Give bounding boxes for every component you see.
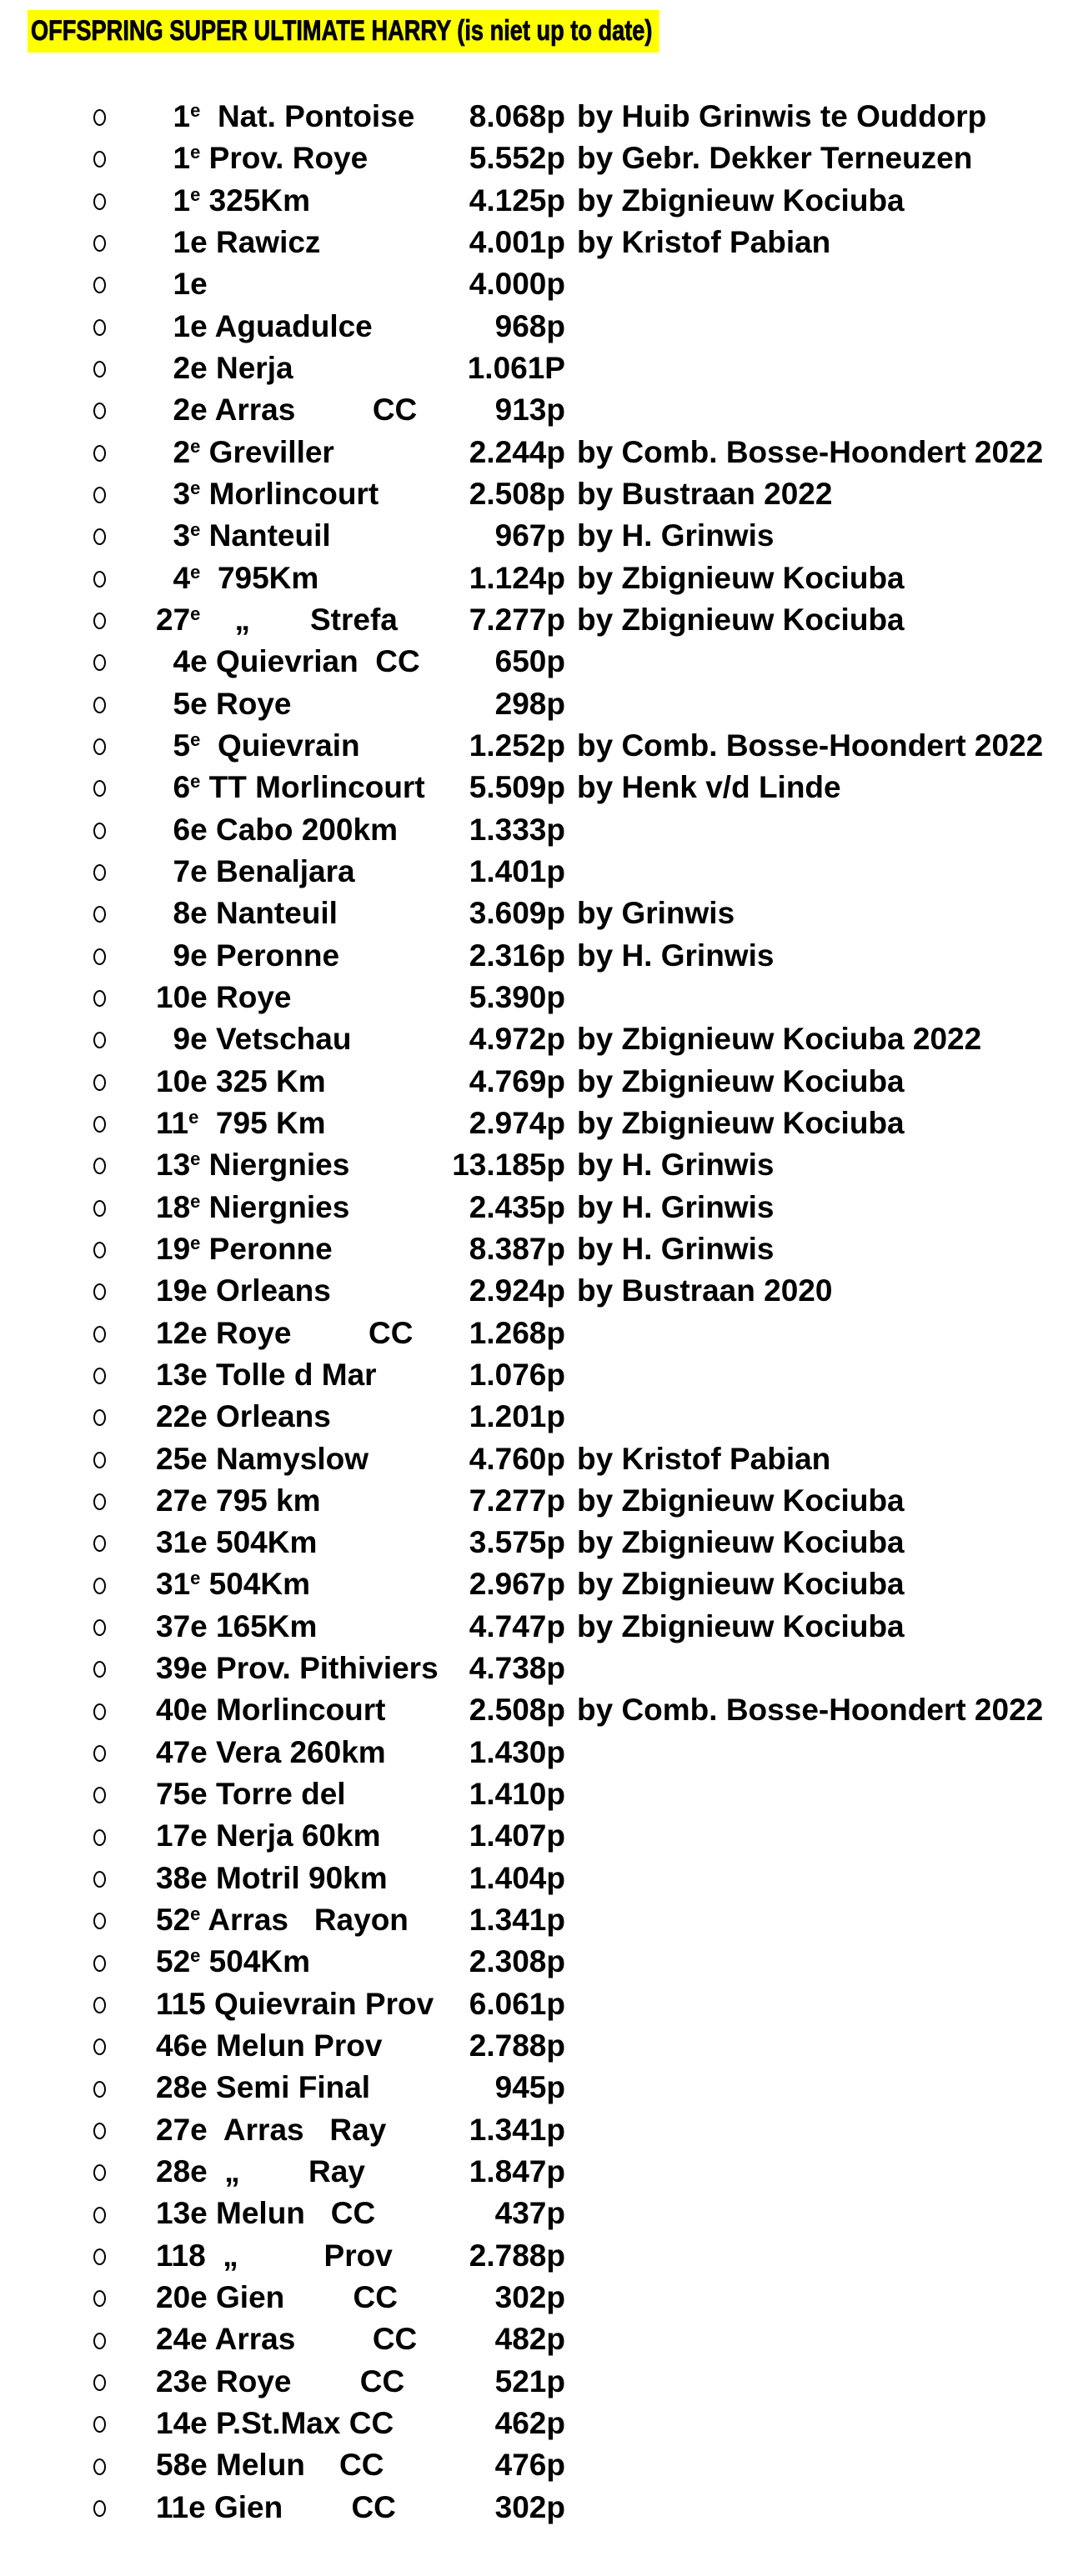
bullet-icon: [93, 1452, 106, 1468]
list-item: [0, 1648, 1078, 1689]
list-item: [0, 1732, 1078, 1773]
entry-points: 945p: [494, 2070, 565, 2105]
entry-label: 1e Prov. Roye: [156, 141, 369, 176]
entry-points: 2.244p: [469, 434, 565, 469]
entry-label: 27e Arras Ray: [156, 2112, 387, 2147]
entry-attribution: by Zbignieuw Kociuba: [577, 1608, 905, 1643]
list-item: [0, 683, 1078, 725]
bullet-icon: [93, 1409, 106, 1426]
list-item: [0, 222, 1078, 263]
bullet-icon: [93, 613, 106, 629]
entry-points: 1.407p: [469, 1818, 565, 1853]
entry-label: 38e Motril 90km: [156, 1860, 388, 1895]
entry-label: 28e Semi Final: [156, 2070, 371, 2105]
entry-label: 7e Benaljara: [156, 853, 355, 888]
bullet-icon: [93, 1200, 106, 1217]
entry-points: 4.001p: [469, 224, 565, 259]
list-item: [0, 389, 1078, 431]
entry-label: 1e Aguadulce: [156, 308, 373, 343]
entry-label: 75e Torre del: [156, 1777, 346, 1812]
list-item: [0, 2318, 1078, 2360]
list-item: [0, 2067, 1078, 2108]
entry-points: 4.747p: [469, 1608, 565, 1643]
entry-points: 298p: [494, 686, 565, 721]
list-item: [0, 348, 1078, 389]
bullet-icon: [93, 1997, 106, 2013]
entry-points: 1.333p: [469, 812, 565, 847]
entry-label: 24e Arras CC: [156, 2322, 418, 2357]
list-item: [0, 2151, 1078, 2193]
entry-points: 521p: [494, 2363, 565, 2398]
list-item: [0, 2193, 1078, 2234]
entry-label: 4e Quievrian CC: [156, 644, 420, 679]
entry-attribution: by Zbignieuw Kociuba: [577, 1063, 905, 1098]
list-item: [0, 2444, 1078, 2486]
bullet-icon: [93, 151, 106, 168]
bullet-icon: [93, 1703, 106, 1720]
entry-points: 650p: [494, 644, 565, 679]
entry-label: 1e: [156, 267, 208, 302]
entry-points: 5.390p: [469, 979, 565, 1014]
bullet-icon: [93, 1661, 106, 1678]
entry-points: 1.341p: [469, 1903, 565, 1938]
entry-points: 913p: [494, 393, 565, 428]
bullet-icon: [93, 1158, 106, 1174]
bullet-icon: [93, 654, 106, 671]
entry-label: 9e Peronne: [156, 938, 340, 973]
entry-label: 2e Greviller: [156, 434, 334, 469]
entry-points: 4.000p: [469, 267, 565, 302]
entry-points: 967p: [494, 518, 565, 553]
entry-label: 6e Cabo 200km: [156, 812, 398, 847]
entry-points: 2.435p: [469, 1189, 565, 1224]
list-item: [0, 977, 1078, 1018]
list-item: [0, 1522, 1078, 1563]
entry-label: 8e Nanteuil: [156, 896, 338, 931]
entry-attribution: by Comb. Bosse-Hoondert 2022: [577, 1693, 1044, 1728]
entry-attribution: by Huib Grinwis te Ouddorp: [577, 99, 987, 133]
entry-label: 19e Orleans: [156, 1273, 331, 1308]
rank-ordinal-suffix: e: [190, 100, 201, 121]
entry-points: 4.125p: [469, 183, 565, 218]
list-item: [0, 2025, 1078, 2067]
list-item: [0, 1983, 1078, 2025]
entry-points: 3.575p: [469, 1525, 565, 1560]
bullet-icon: [93, 528, 106, 545]
entry-points: 7.277p: [469, 1483, 565, 1518]
rank-ordinal-suffix: e: [190, 183, 201, 205]
entry-label: 28e „ Ray: [156, 2154, 365, 2189]
entry-attribution: by Zbignieuw Kociuba: [577, 1105, 905, 1140]
list-item: [0, 767, 1078, 808]
entry-points: 1.401p: [469, 853, 565, 888]
bullet-icon: [93, 1955, 106, 1972]
bullet-icon: [93, 1787, 106, 1803]
rank-ordinal-suffix: e: [190, 1148, 201, 1170]
entry-label: 5e Quievrain: [156, 728, 360, 763]
entry-label: 1e 325Km: [156, 183, 311, 218]
results-list: [0, 96, 1078, 2528]
entry-label: 17e Nerja 60km: [156, 1818, 381, 1853]
entry-points: 1.404p: [469, 1860, 565, 1895]
bullet-icon: [93, 487, 106, 503]
entry-points: 4.769p: [469, 1063, 565, 1098]
rank-ordinal-suffix: e: [190, 561, 201, 583]
entry-points: 1.341p: [469, 2112, 565, 2147]
list-item: [0, 1018, 1078, 1060]
entry-points: 4.738p: [469, 1651, 565, 1686]
bullet-icon: [93, 1368, 106, 1384]
rank-ordinal-suffix: e: [190, 1903, 201, 1925]
entry-attribution: by Bustraan 2022: [577, 476, 833, 511]
list-item: [0, 2487, 1078, 2528]
entry-points: 302p: [494, 2489, 565, 2524]
list-item: [0, 306, 1078, 348]
rank-ordinal-suffix: e: [190, 1232, 201, 1253]
entry-label: 115 Quievrain Prov: [156, 1986, 434, 2021]
list-item: [0, 1438, 1078, 1480]
entry-label: 1e Rawicz: [156, 224, 321, 259]
list-item: [0, 1354, 1078, 1396]
bullet-icon: [93, 1283, 106, 1300]
list-item: [0, 599, 1078, 641]
bullet-icon: [93, 2038, 106, 2055]
list-item: [0, 1815, 1078, 1857]
page-title: OFFSPRING SUPER ULTIMATE HARRY (is niet up to date): [28, 10, 659, 53]
entry-label: 13e Melun CC: [156, 2196, 376, 2231]
entry-points: 13.185p: [452, 1148, 565, 1183]
entry-points: 2.788p: [469, 2238, 565, 2273]
entry-points: 1.076p: [469, 1357, 565, 1392]
list-item: [0, 1103, 1078, 1144]
entry-points: 1.410p: [469, 1777, 565, 1812]
entry-label: 19e Peronne: [156, 1231, 333, 1266]
bullet-icon: [93, 2081, 106, 2098]
entry-attribution: by Kristof Pabian: [577, 1441, 831, 1476]
list-item: [0, 1941, 1078, 1983]
list-item: [0, 2235, 1078, 2277]
entry-label: 3e Morlincourt: [156, 476, 379, 511]
bullet-icon: [93, 319, 106, 336]
entry-label: 11e Gien CC: [156, 2489, 396, 2524]
list-item: [0, 2403, 1078, 2444]
entry-points: 7.277p: [469, 602, 565, 637]
entry-attribution: by H. Grinwis: [577, 1148, 775, 1183]
entry-points: 1.252p: [469, 728, 565, 763]
entry-points: 2.788p: [469, 2028, 565, 2063]
entry-label: 11e 795 Km: [156, 1105, 326, 1140]
list-item: [0, 96, 1078, 138]
entry-points: 4.760p: [469, 1441, 565, 1476]
list-item: [0, 432, 1078, 473]
rank-ordinal-suffix: e: [190, 435, 201, 457]
entry-label: 9e Vetschau: [156, 1022, 352, 1057]
entry-points: 437p: [494, 2196, 565, 2231]
bullet-icon: [93, 697, 106, 713]
bullet-icon: [93, 2500, 106, 2517]
entry-label: 6e TT Morlincourt: [156, 770, 425, 805]
entry-label: 2e Arras CC: [156, 393, 418, 428]
list-item: [0, 851, 1078, 893]
list-item: [0, 138, 1078, 179]
list-item: [0, 1270, 1078, 1312]
list-item: [0, 515, 1078, 557]
list-item: [0, 2277, 1078, 2318]
entry-attribution: by Comb. Bosse-Hoondert 2022: [577, 728, 1044, 763]
entry-attribution: by Zbignieuw Kociuba: [577, 1483, 905, 1518]
entry-label: 118 „ Prov: [156, 2238, 393, 2273]
entry-label: 18e Niergnies: [156, 1189, 350, 1224]
rank-ordinal-suffix: e: [188, 1106, 199, 1128]
entry-label: 46e Melun Prov: [156, 2028, 383, 2063]
entry-points: 2.974p: [469, 1105, 565, 1140]
list-item: [0, 1563, 1078, 1605]
rank-ordinal-suffix: e: [190, 477, 201, 498]
bullet-icon: [93, 2290, 106, 2307]
entry-points: 8.387p: [469, 1231, 565, 1266]
bullet-icon: [93, 1619, 106, 1636]
entry-attribution: by Kristof Pabian: [577, 224, 831, 259]
entry-attribution: by H. Grinwis: [577, 938, 775, 973]
list-item: [0, 1061, 1078, 1103]
list-item: [0, 1773, 1078, 1815]
entry-points: 2.508p: [469, 1693, 565, 1728]
entry-points: 968p: [494, 308, 565, 343]
entry-label: 47e Vera 260km: [156, 1734, 386, 1769]
rank-ordinal-suffix: e: [190, 771, 201, 793]
bullet-icon: [93, 906, 106, 923]
bullet-icon: [93, 1913, 106, 1929]
list-item: [0, 1313, 1078, 1354]
entry-label: 5e Roye: [156, 686, 292, 721]
bullet-icon: [93, 235, 106, 252]
entry-label: 13e Tolle d Mar: [156, 1357, 377, 1392]
rank-ordinal-suffix: e: [190, 1190, 201, 1212]
entry-points: 2.508p: [469, 476, 565, 511]
entry-points: 5.552p: [469, 141, 565, 176]
list-item: [0, 1396, 1078, 1438]
bullet-icon: [93, 2207, 106, 2223]
bullet-icon: [93, 445, 106, 462]
entry-label: 52e 504Km: [156, 1944, 311, 1979]
entry-points: 476p: [494, 2448, 565, 2483]
entry-points: 1.847p: [469, 2154, 565, 2189]
rank-ordinal-suffix: e: [190, 1945, 201, 1967]
entry-label: 58e Melun CC: [156, 2448, 384, 2483]
bullet-icon: [93, 738, 106, 755]
rank-ordinal-suffix: e: [190, 1568, 201, 1589]
entry-label: 13e Niergnies: [156, 1148, 350, 1183]
entry-label: 27e 795 km: [156, 1483, 321, 1518]
bullet-icon: [93, 1578, 106, 1594]
entry-points: 3.609p: [469, 896, 565, 931]
bullet-icon: [93, 1116, 106, 1133]
bullet-icon: [93, 1829, 106, 1846]
entry-label: 12e Roye CC: [156, 1315, 414, 1350]
entry-points: 1.430p: [469, 1734, 565, 1769]
bullet-icon: [93, 403, 106, 419]
list-item: [0, 893, 1078, 934]
bullet-icon: [93, 1493, 106, 1510]
list-item: [0, 473, 1078, 515]
entry-points: 8.068p: [469, 99, 565, 133]
entry-points: 5.509p: [469, 770, 565, 805]
list-item: [0, 180, 1078, 222]
entry-points: 462p: [494, 2406, 565, 2441]
entry-attribution: by Bustraan 2020: [577, 1273, 833, 1308]
rank-ordinal-suffix: e: [190, 142, 201, 163]
bullet-icon: [93, 2458, 106, 2475]
bullet-icon: [93, 1242, 106, 1258]
entry-label: 23e Roye CC: [156, 2363, 405, 2398]
bullet-icon: [93, 361, 106, 378]
bullet-icon: [93, 571, 106, 588]
list-item: [0, 809, 1078, 851]
bullet-icon: [93, 948, 106, 965]
bullet-icon: [93, 823, 106, 839]
entry-label: 1e Nat. Pontoise: [156, 99, 415, 133]
list-item: [0, 1858, 1078, 1899]
bullet-icon: [93, 109, 106, 126]
bullet-icon: [93, 1871, 106, 1888]
list-item: [0, 1899, 1078, 1941]
entry-attribution: by Zbignieuw Kociuba: [577, 183, 905, 218]
entry-attribution: by Grinwis: [577, 896, 735, 931]
entry-attribution: by H. Grinwis: [577, 518, 775, 553]
bullet-icon: [93, 1326, 106, 1343]
entry-label: 20e Gien CC: [156, 2280, 398, 2315]
bullet-icon: [93, 864, 106, 881]
entry-points: 1.124p: [469, 560, 565, 595]
bullet-icon: [93, 2374, 106, 2391]
entry-label: 37e 165Km: [156, 1608, 318, 1643]
bullet-icon: [93, 2248, 106, 2265]
bullet-icon: [93, 780, 106, 797]
list-item: [0, 1689, 1078, 1731]
entry-label: 22e Orleans: [156, 1399, 331, 1434]
bullet-icon: [93, 2164, 106, 2181]
entry-label: 3e Nanteuil: [156, 518, 331, 553]
bullet-icon: [93, 277, 106, 293]
entry-points: 302p: [494, 2280, 565, 2315]
list-item: [0, 935, 1078, 977]
entry-attribution: by H. Grinwis: [577, 1231, 775, 1266]
entry-points: 4.972p: [469, 1022, 565, 1057]
bullet-icon: [93, 1745, 106, 1762]
entry-label: 39e Prov. Pithiviers: [156, 1651, 439, 1686]
list-item: [0, 1480, 1078, 1522]
list-item: [0, 1228, 1078, 1270]
entry-points: 1.201p: [469, 1399, 565, 1434]
entry-attribution: by Zbignieuw Kociuba: [577, 602, 905, 637]
entry-points: 2.967p: [469, 1567, 565, 1602]
entry-points: 2.308p: [469, 1944, 565, 1979]
entry-label: 31e 504Km: [156, 1525, 318, 1560]
entry-points: 2.924p: [469, 1273, 565, 1308]
entry-label: 27e „ Strefa: [156, 602, 398, 637]
rank-ordinal-suffix: e: [190, 603, 201, 624]
entry-label: 10e Roye: [156, 979, 292, 1014]
list-item: [0, 641, 1078, 683]
entry-label: 14e P.St.Max CC: [156, 2406, 394, 2441]
entry-attribution: by Comb. Bosse-Hoondert 2022: [577, 434, 1044, 469]
entry-points: 1.061P: [467, 350, 565, 385]
bullet-icon: [93, 2123, 106, 2139]
bullet-icon: [93, 990, 106, 1007]
entry-attribution: by Zbignieuw Kociuba: [577, 560, 905, 595]
rank-ordinal-suffix: e: [190, 728, 201, 750]
entry-points: 1.268p: [469, 1315, 565, 1350]
list-item: [0, 2109, 1078, 2151]
entry-label: 40e Morlincourt: [156, 1693, 386, 1728]
bullet-icon: [93, 2333, 106, 2349]
list-item: [0, 1144, 1078, 1186]
entry-label: 25e Namyslow: [156, 1441, 369, 1476]
entry-attribution: by Henk v/d Linde: [577, 770, 841, 805]
entry-label: 10e 325 Km: [156, 1063, 326, 1098]
entry-points: 6.061p: [469, 1986, 565, 2021]
bullet-icon: [93, 1032, 106, 1048]
entry-attribution: by Zbignieuw Kociuba: [577, 1525, 905, 1560]
entry-points: 2.316p: [469, 938, 565, 973]
entry-attribution: by H. Grinwis: [577, 1189, 775, 1224]
list-item: [0, 725, 1078, 767]
list-item: [0, 1187, 1078, 1228]
entry-attribution: by Zbignieuw Kociuba 2022: [577, 1022, 982, 1057]
list-item: [0, 263, 1078, 305]
bullet-icon: [93, 193, 106, 210]
list-item: [0, 2361, 1078, 2403]
bullet-icon: [93, 1074, 106, 1091]
entry-attribution: by Zbignieuw Kociuba: [577, 1567, 905, 1602]
entry-label: 4e 795Km: [156, 560, 319, 595]
entry-label: 2e Nerja: [156, 350, 293, 385]
list-item: [0, 1606, 1078, 1648]
rank-ordinal-suffix: e: [190, 519, 201, 541]
bullet-icon: [93, 1535, 106, 1552]
list-item: [0, 558, 1078, 599]
bullet-icon: [93, 2416, 106, 2433]
entry-label: 52e Arras Rayon: [156, 1903, 409, 1938]
entry-attribution: by Gebr. Dekker Terneuzen: [577, 141, 973, 176]
entry-points: 482p: [494, 2322, 565, 2357]
entry-label: 31e 504Km: [156, 1567, 311, 1602]
